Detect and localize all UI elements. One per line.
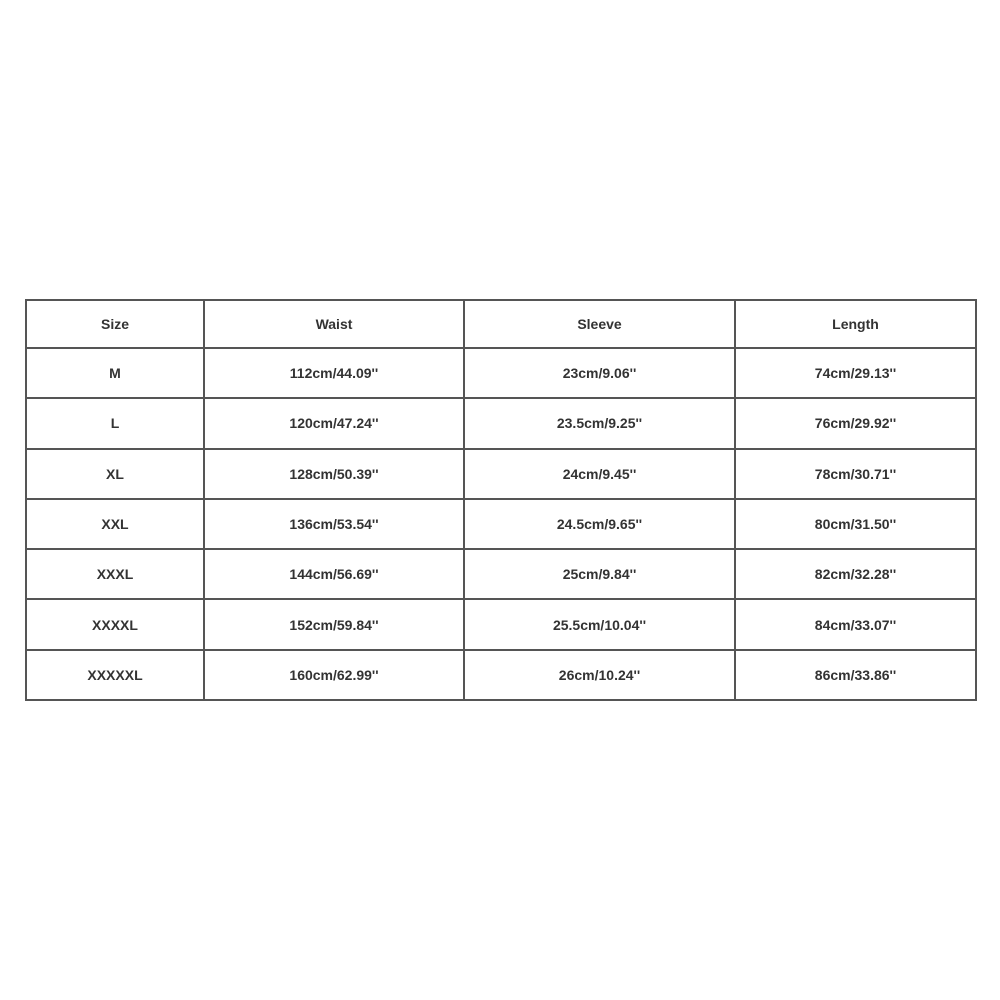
cell-waist: 120cm/47.24'' <box>204 398 464 448</box>
table-body <box>26 348 976 700</box>
cell-sleeve: 25.5cm/10.04'' <box>464 599 735 649</box>
table-header <box>26 300 976 348</box>
table-row <box>26 499 976 549</box>
cell-sleeve: 23cm/9.06'' <box>464 348 735 398</box>
cell-size: XXXL <box>26 549 204 599</box>
cell-sleeve: 25cm/9.84'' <box>464 549 735 599</box>
cell-length: 82cm/32.28'' <box>735 549 976 599</box>
cell-waist: 112cm/44.09'' <box>204 348 464 398</box>
cell-waist: 144cm/56.69'' <box>204 549 464 599</box>
cell-size: L <box>26 398 204 448</box>
table-row <box>26 650 976 700</box>
cell-size: XXL <box>26 499 204 549</box>
header-waist: Waist <box>204 300 464 348</box>
cell-size: M <box>26 348 204 398</box>
cell-length: 78cm/30.71'' <box>735 449 976 499</box>
cell-waist: 152cm/59.84'' <box>204 599 464 649</box>
table-row <box>26 449 976 499</box>
cell-size: XXXXL <box>26 599 204 649</box>
cell-sleeve: 24.5cm/9.65'' <box>464 499 735 549</box>
cell-length: 86cm/33.86'' <box>735 650 976 700</box>
table-row <box>26 549 976 599</box>
cell-length: 74cm/29.13'' <box>735 348 976 398</box>
cell-waist: 128cm/50.39'' <box>204 449 464 499</box>
size-chart-table <box>25 299 977 701</box>
cell-sleeve: 24cm/9.45'' <box>464 449 735 499</box>
header-length: Length <box>735 300 976 348</box>
header-size: Size <box>26 300 204 348</box>
cell-waist: 136cm/53.54'' <box>204 499 464 549</box>
header-row <box>26 300 976 348</box>
cell-length: 76cm/29.92'' <box>735 398 976 448</box>
header-sleeve: Sleeve <box>464 300 735 348</box>
cell-size: XL <box>26 449 204 499</box>
table-row <box>26 348 976 398</box>
cell-sleeve: 23.5cm/9.25'' <box>464 398 735 448</box>
table-row <box>26 398 976 448</box>
cell-sleeve: 26cm/10.24'' <box>464 650 735 700</box>
cell-length: 80cm/31.50'' <box>735 499 976 549</box>
cell-size: XXXXXL <box>26 650 204 700</box>
cell-length: 84cm/33.07'' <box>735 599 976 649</box>
table-row <box>26 599 976 649</box>
cell-waist: 160cm/62.99'' <box>204 650 464 700</box>
